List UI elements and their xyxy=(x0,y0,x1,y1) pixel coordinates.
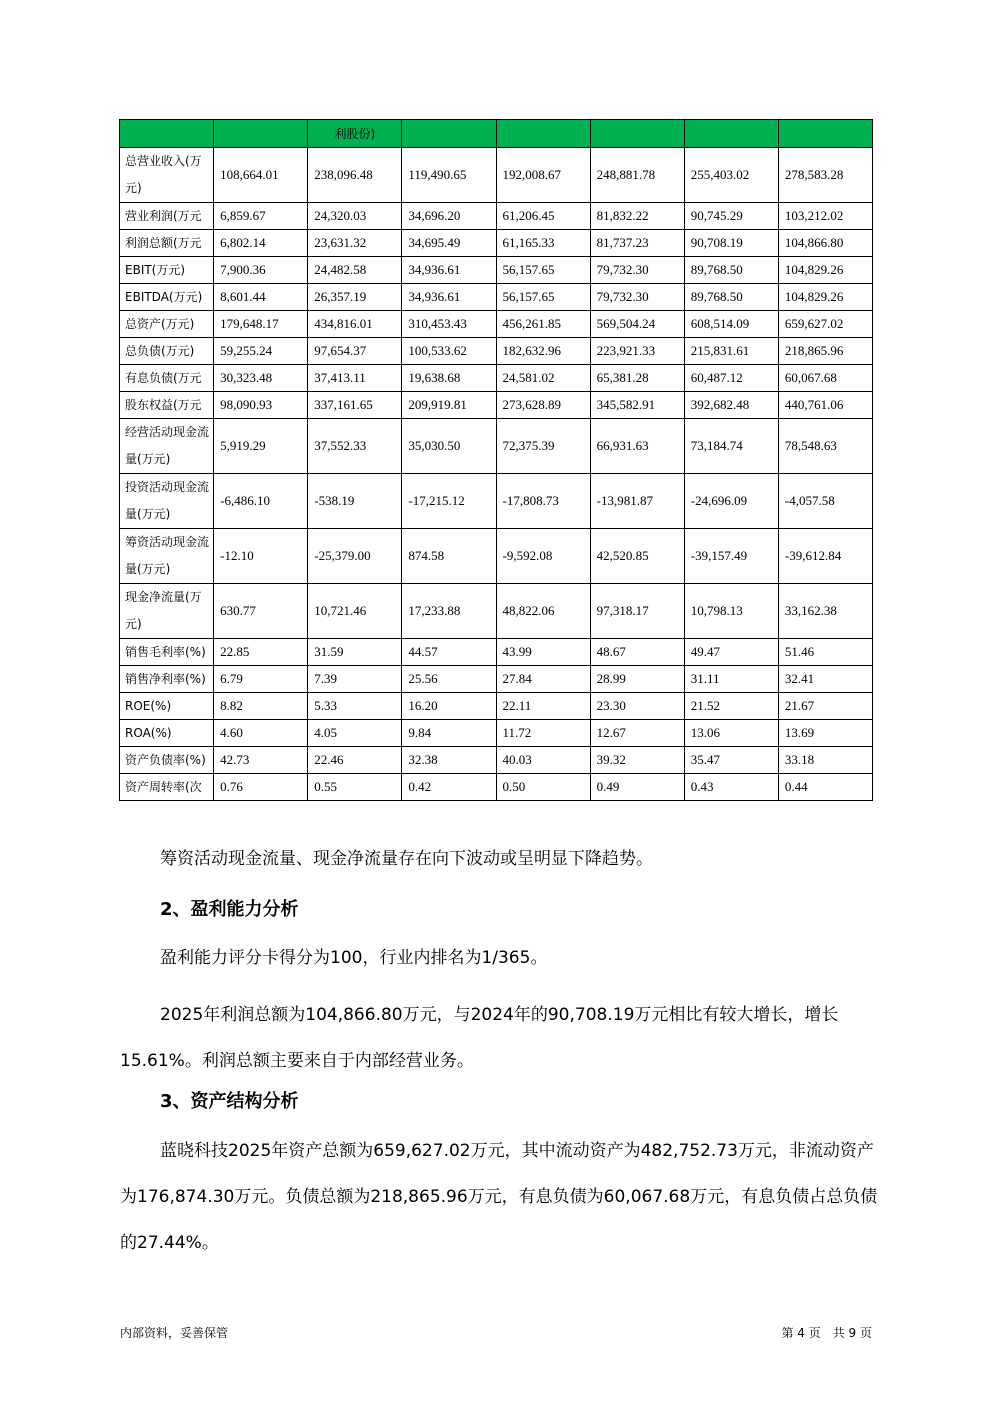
table-cell: 24,482.58 xyxy=(308,257,402,284)
table-cell: 0.43 xyxy=(684,774,778,801)
table-cell: 79,732.30 xyxy=(590,257,684,284)
table-header-cell xyxy=(590,120,684,148)
row-label: 销售净利率(%) xyxy=(120,666,214,693)
row-label: 股东权益(万元 xyxy=(120,392,214,419)
table-cell: 89,768.50 xyxy=(684,257,778,284)
table-row xyxy=(120,203,873,230)
row-label: ROA(%) xyxy=(120,720,214,747)
row-label: EBIT(万元) xyxy=(120,257,214,284)
table-cell: 0.42 xyxy=(402,774,496,801)
table-cell: 35.47 xyxy=(684,747,778,774)
table-cell: 97,318.17 xyxy=(590,584,684,639)
table-header-cell xyxy=(402,120,496,148)
table-cell: 6.79 xyxy=(214,666,308,693)
table-cell: 65,381.28 xyxy=(590,365,684,392)
table-cell: 22.46 xyxy=(308,747,402,774)
table-cell: 255,403.02 xyxy=(684,148,778,203)
table-cell: 31.11 xyxy=(684,666,778,693)
table-cell: 10,798.13 xyxy=(684,584,778,639)
table-cell: 90,745.29 xyxy=(684,203,778,230)
table-cell: 16.20 xyxy=(402,693,496,720)
table-cell: 42,520.85 xyxy=(590,529,684,584)
table-cell: 4.05 xyxy=(308,720,402,747)
table-cell: 434,816.01 xyxy=(308,311,402,338)
table-cell: 23,631.32 xyxy=(308,230,402,257)
row-label: 总资产(万元) xyxy=(120,311,214,338)
table-cell: 273,628.89 xyxy=(496,392,590,419)
table-cell: 81,832.22 xyxy=(590,203,684,230)
table-row xyxy=(120,284,873,311)
table-cell: 32.41 xyxy=(778,666,872,693)
table-cell: 48.67 xyxy=(590,639,684,666)
table-cell: 5.33 xyxy=(308,693,402,720)
table-cell: 8,601.44 xyxy=(214,284,308,311)
table-cell: 61,206.45 xyxy=(496,203,590,230)
paragraph-profitability-score: 盈利能力评分卡得分为100，行业内排名为1/365。 xyxy=(160,948,548,968)
table-cell: 73,184.74 xyxy=(684,419,778,474)
table-row xyxy=(120,257,873,284)
row-label: 筹资活动现金流量(万元) xyxy=(120,529,214,584)
table-row xyxy=(120,148,873,203)
table-body xyxy=(120,148,873,801)
table-cell: 215,831.61 xyxy=(684,338,778,365)
table-cell: 32.38 xyxy=(402,747,496,774)
table-cell: 192,008.67 xyxy=(496,148,590,203)
table-row xyxy=(120,639,873,666)
table-cell: 248,881.78 xyxy=(590,148,684,203)
table-cell: -9,592.08 xyxy=(496,529,590,584)
table-cell: 89,768.50 xyxy=(684,284,778,311)
table-cell: 630.77 xyxy=(214,584,308,639)
table-cell: 10,721.46 xyxy=(308,584,402,639)
table-cell: 37,552.33 xyxy=(308,419,402,474)
table-cell: 0.55 xyxy=(308,774,402,801)
table-cell: 31.59 xyxy=(308,639,402,666)
table-cell: 223,921.33 xyxy=(590,338,684,365)
table-cell: 56,157.65 xyxy=(496,257,590,284)
table-cell: 98,090.93 xyxy=(214,392,308,419)
table-cell: 337,161.65 xyxy=(308,392,402,419)
row-label: 资产周转率(次 xyxy=(120,774,214,801)
table-cell: 51.46 xyxy=(778,639,872,666)
table-cell: 22.11 xyxy=(496,693,590,720)
table-cell: 8.82 xyxy=(214,693,308,720)
table-header-cell xyxy=(214,120,308,148)
table-cell: 179,648.17 xyxy=(214,311,308,338)
table-cell: -39,612.84 xyxy=(778,529,872,584)
table-cell: 5,919.29 xyxy=(214,419,308,474)
table-cell: 12.67 xyxy=(590,720,684,747)
table-cell: 35,030.50 xyxy=(402,419,496,474)
table-cell: 24,581.02 xyxy=(496,365,590,392)
table-cell: 608,514.09 xyxy=(684,311,778,338)
table-row xyxy=(120,419,873,474)
table-cell: 7,900.36 xyxy=(214,257,308,284)
row-label: 有息负债(万元 xyxy=(120,365,214,392)
paragraph-cashflow-trend: 筹资活动现金流量、现金净流量存在向下波动或呈明显下降趋势。 xyxy=(160,849,653,869)
table-cell: -6,486.10 xyxy=(214,474,308,529)
table-cell: 119,490.65 xyxy=(402,148,496,203)
table-cell: 34,695.49 xyxy=(402,230,496,257)
table-cell: -24,696.09 xyxy=(684,474,778,529)
table-cell: 72,375.39 xyxy=(496,419,590,474)
table-cell: 33.18 xyxy=(778,747,872,774)
table-row xyxy=(120,529,873,584)
table-cell: 79,732.30 xyxy=(590,284,684,311)
table-cell: 26,357.19 xyxy=(308,284,402,311)
table-row xyxy=(120,474,873,529)
table-row xyxy=(120,693,873,720)
row-label: 利润总额(万元 xyxy=(120,230,214,257)
table-cell: 43.99 xyxy=(496,639,590,666)
table-header-cell xyxy=(120,120,214,148)
table-cell: 104,829.26 xyxy=(778,284,872,311)
row-label: 总营业收入(万元) xyxy=(120,148,214,203)
row-label: 投资活动现金流量(万元) xyxy=(120,474,214,529)
table-cell: 19,638.68 xyxy=(402,365,496,392)
table-row xyxy=(120,720,873,747)
table-cell: 7.39 xyxy=(308,666,402,693)
table-cell: 22.85 xyxy=(214,639,308,666)
table-row xyxy=(120,338,873,365)
table-cell: 34,936.61 xyxy=(402,257,496,284)
table-row xyxy=(120,747,873,774)
financial-summary-table xyxy=(119,119,873,801)
table-row xyxy=(120,311,873,338)
table-cell: 108,664.01 xyxy=(214,148,308,203)
table-cell: 23.30 xyxy=(590,693,684,720)
row-label: ROE(%) xyxy=(120,693,214,720)
table-cell: 104,829.26 xyxy=(778,257,872,284)
table-header-cell xyxy=(684,120,778,148)
row-label: 销售毛利率(%) xyxy=(120,639,214,666)
table-cell: 61,165.33 xyxy=(496,230,590,257)
table-cell: 24,320.03 xyxy=(308,203,402,230)
table-cell: 6,859.67 xyxy=(214,203,308,230)
table-cell: 456,261.85 xyxy=(496,311,590,338)
table-cell: 34,696.20 xyxy=(402,203,496,230)
table-cell: 6,802.14 xyxy=(214,230,308,257)
table-cell: 66,931.63 xyxy=(590,419,684,474)
row-label: 资产负债率(%) xyxy=(120,747,214,774)
table-cell: 310,453.43 xyxy=(402,311,496,338)
table-cell: 4.60 xyxy=(214,720,308,747)
table-cell: 56,157.65 xyxy=(496,284,590,311)
table-cell: 874.58 xyxy=(402,529,496,584)
footer-confidential-note: 内部资料，妥善保管 xyxy=(120,1326,229,1340)
table-row xyxy=(120,584,873,639)
table-header-cell xyxy=(778,120,872,148)
section-heading-profitability: 2、盈利能力分析 xyxy=(160,899,299,920)
table-cell: 40.03 xyxy=(496,747,590,774)
table-cell: 13.69 xyxy=(778,720,872,747)
table-cell: 60,487.12 xyxy=(684,365,778,392)
table-cell: 182,632.96 xyxy=(496,338,590,365)
table-cell: -25,379.00 xyxy=(308,529,402,584)
table-cell: 345,582.91 xyxy=(590,392,684,419)
table-cell: 90,708.19 xyxy=(684,230,778,257)
table-cell: 37,413.11 xyxy=(308,365,402,392)
table-row xyxy=(120,774,873,801)
table-cell: 9.84 xyxy=(402,720,496,747)
table-cell: 81,737.23 xyxy=(590,230,684,257)
table-cell: 0.50 xyxy=(496,774,590,801)
table-cell: 218,865.96 xyxy=(778,338,872,365)
table-cell: -17,215.12 xyxy=(402,474,496,529)
table-row xyxy=(120,666,873,693)
table-cell: 278,583.28 xyxy=(778,148,872,203)
table-cell: 30,323.48 xyxy=(214,365,308,392)
table-header-cell xyxy=(496,120,590,148)
row-label: 总负债(万元) xyxy=(120,338,214,365)
table-cell: 60,067.68 xyxy=(778,365,872,392)
table-cell: 100,533.62 xyxy=(402,338,496,365)
table-row xyxy=(120,230,873,257)
table-cell: 42.73 xyxy=(214,747,308,774)
table-cell: -538.19 xyxy=(308,474,402,529)
row-label: EBITDA(万元) xyxy=(120,284,214,311)
table-cell: 39.32 xyxy=(590,747,684,774)
table-cell: 569,504.24 xyxy=(590,311,684,338)
table-cell: 17,233.88 xyxy=(402,584,496,639)
table-cell: 21.67 xyxy=(778,693,872,720)
table-cell: 238,096.48 xyxy=(308,148,402,203)
table-cell: 11.72 xyxy=(496,720,590,747)
table-header-cell: 利股份) xyxy=(308,120,402,148)
table-cell: 440,761.06 xyxy=(778,392,872,419)
table-cell: 103,212.02 xyxy=(778,203,872,230)
table-cell: 34,936.61 xyxy=(402,284,496,311)
table-cell: 48,822.06 xyxy=(496,584,590,639)
table-cell: 659,627.02 xyxy=(778,311,872,338)
table-cell: 33,162.38 xyxy=(778,584,872,639)
table-cell: 59,255.24 xyxy=(214,338,308,365)
table-row xyxy=(120,365,873,392)
table-cell: 392,682.48 xyxy=(684,392,778,419)
row-label: 经营活动现金流量(万元) xyxy=(120,419,214,474)
table-cell: -13,981.87 xyxy=(590,474,684,529)
row-label: 现金净流量(万元) xyxy=(120,584,214,639)
table-cell: 0.44 xyxy=(778,774,872,801)
table-cell: 0.49 xyxy=(590,774,684,801)
table-cell: 13.06 xyxy=(684,720,778,747)
row-label: 营业利润(万元 xyxy=(120,203,214,230)
table-cell: 25.56 xyxy=(402,666,496,693)
footer-page-number: 第 4 页 共 9 页 xyxy=(781,1326,872,1340)
table-cell: 0.76 xyxy=(214,774,308,801)
table-cell: 27.84 xyxy=(496,666,590,693)
table-cell: -39,157.49 xyxy=(684,529,778,584)
table-cell: 44.57 xyxy=(402,639,496,666)
table-row xyxy=(120,392,873,419)
table-cell: 104,866.80 xyxy=(778,230,872,257)
table-cell: -17,808.73 xyxy=(496,474,590,529)
paragraph-asset-structure: 蓝晓科技2025年资产总额为659,627.02万元，其中流动资产为482,752.73万元，非流动资产为176,874.30万元。负债总额为218,865.96万元，有息负债为60,067.68万元，有息负债占总负债的27.44%。 xyxy=(120,1141,878,1253)
paragraph-total-profit: 2025年利润总额为104,866.80万元，与2024年的90,708.19万元相比有较大增长，增长15.61%。利润总额主要来自于内部经营业务。 xyxy=(120,1005,839,1071)
table-cell: 21.52 xyxy=(684,693,778,720)
table-cell: 97,654.37 xyxy=(308,338,402,365)
table-cell: -12.10 xyxy=(214,529,308,584)
section-heading-asset-structure: 3、资产结构分析 xyxy=(160,1091,299,1112)
table-cell: 28.99 xyxy=(590,666,684,693)
table-cell: -4,057.58 xyxy=(778,474,872,529)
table-header-row xyxy=(120,120,873,148)
table-cell: 49.47 xyxy=(684,639,778,666)
table-cell: 209,919.81 xyxy=(402,392,496,419)
table-cell: 78,548.63 xyxy=(778,419,872,474)
